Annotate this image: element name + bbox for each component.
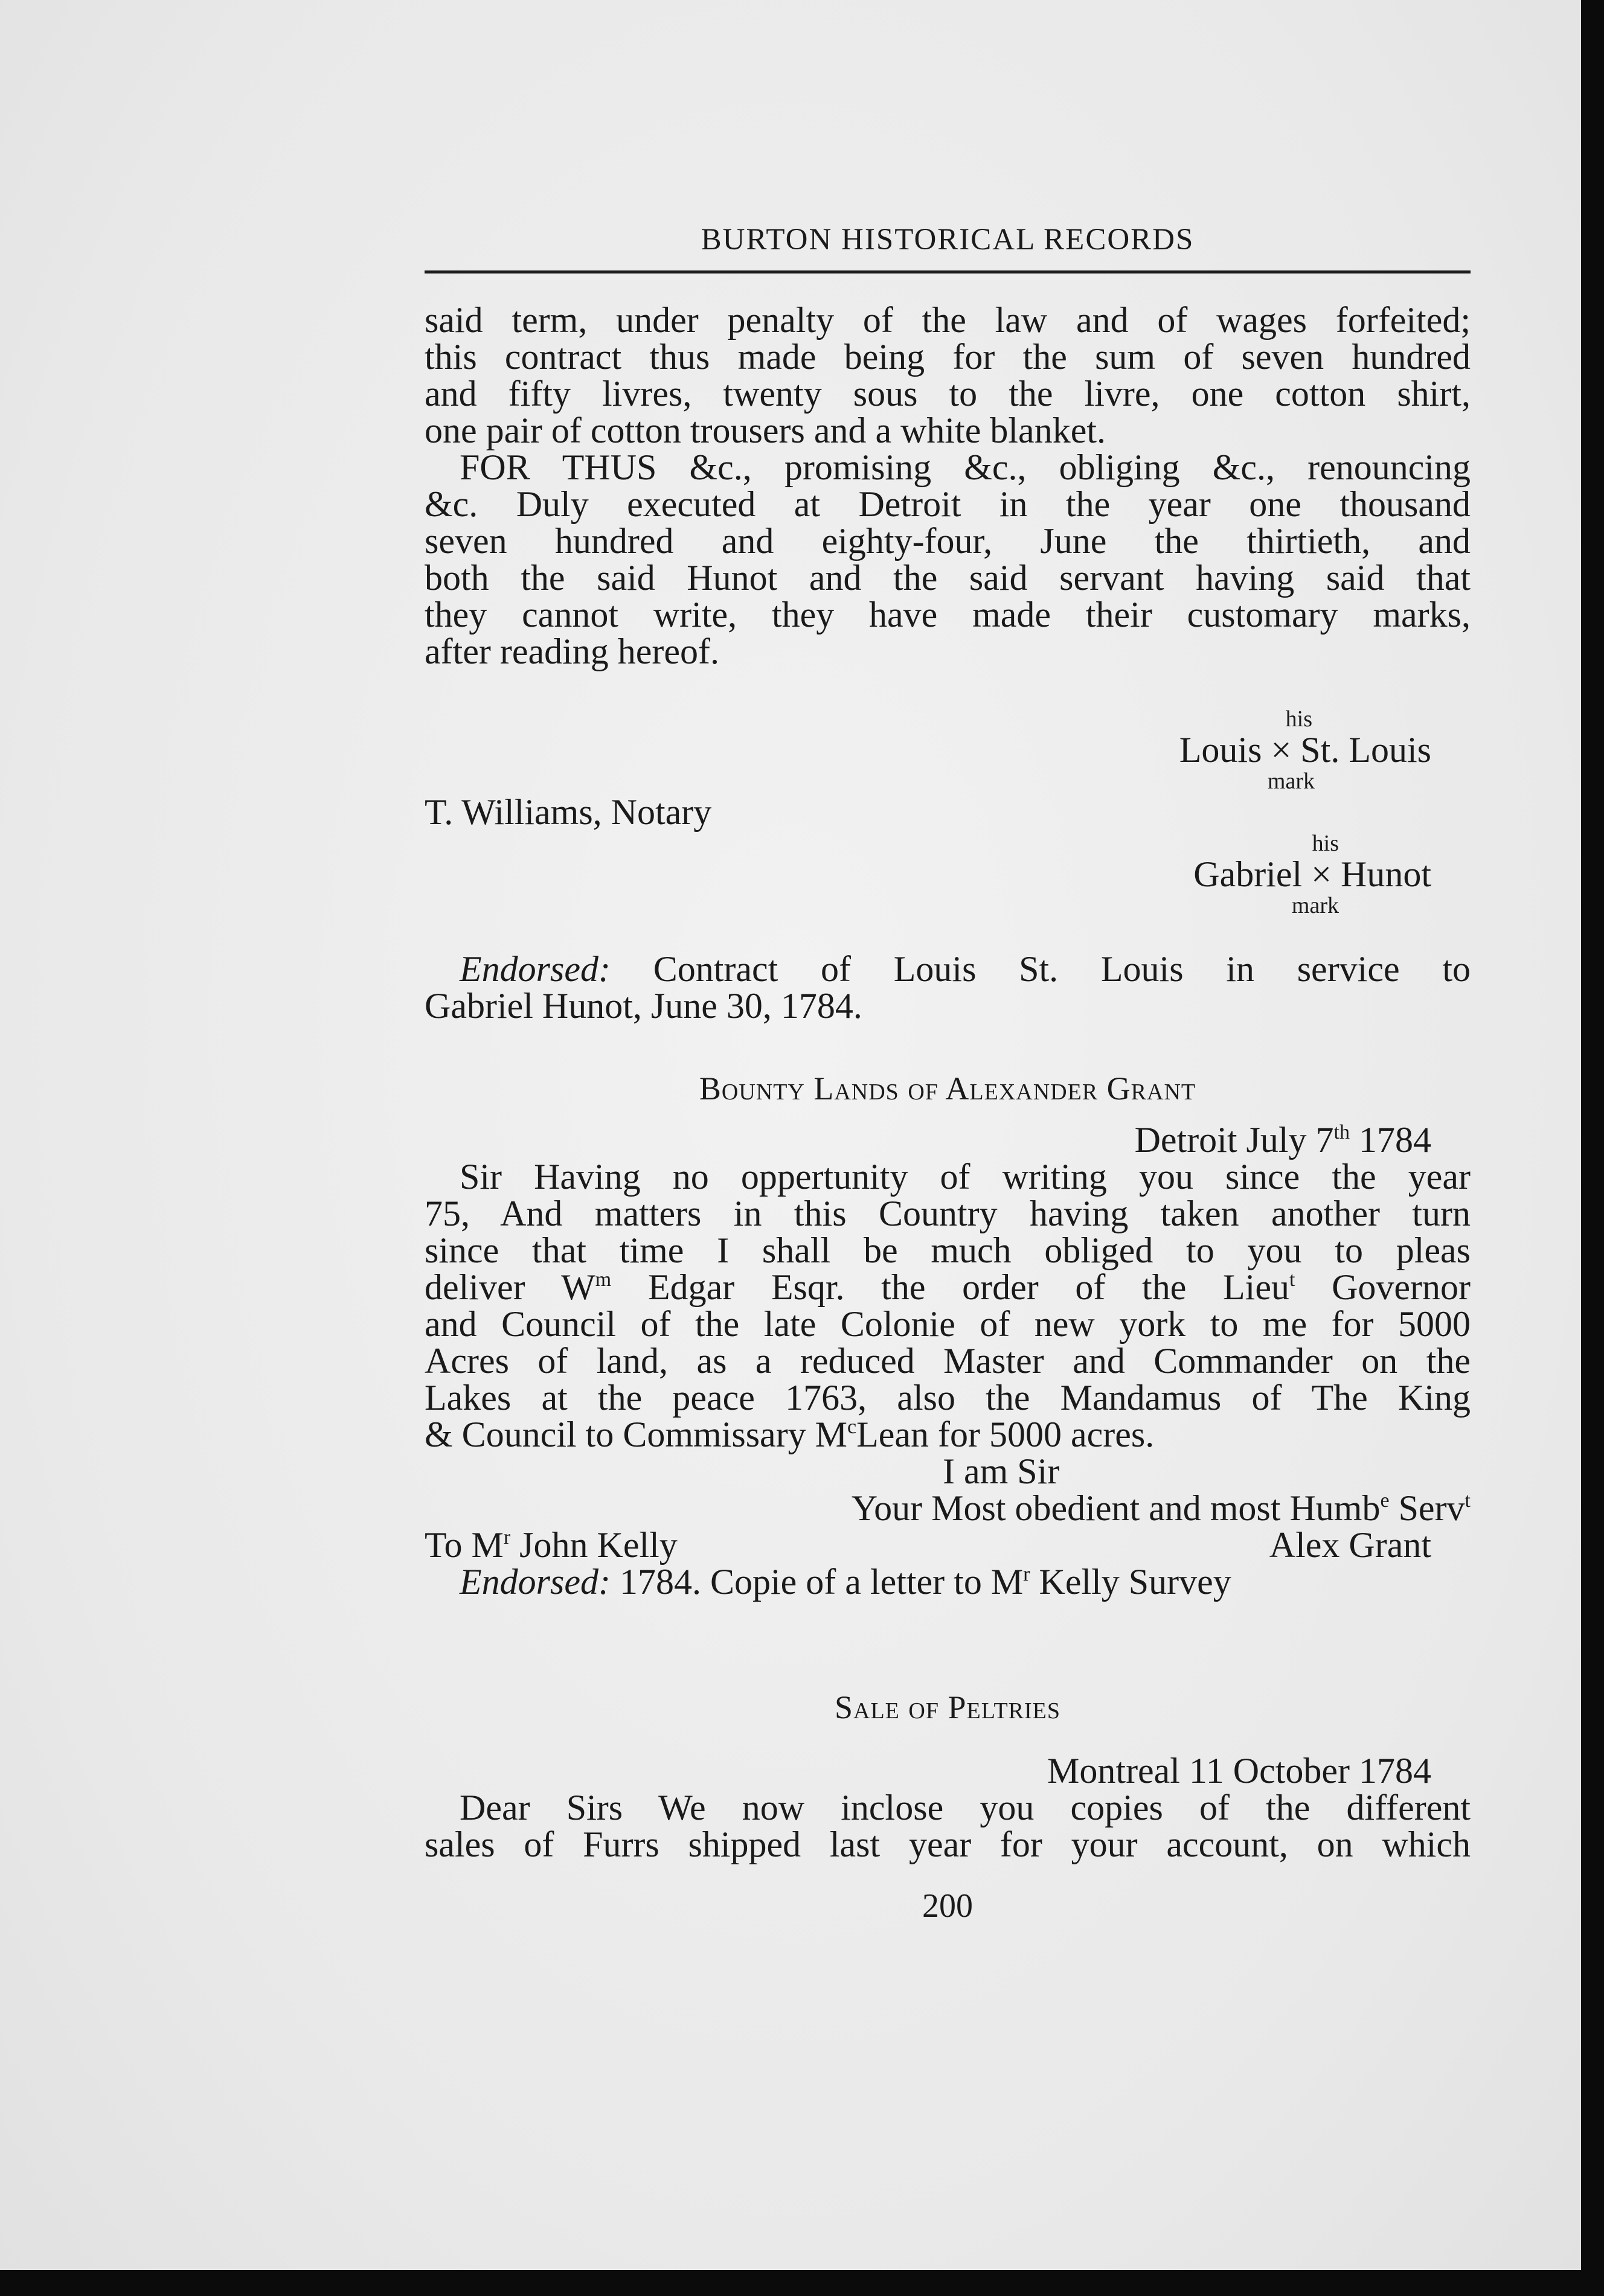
letter-date: Montreal 11 October 1784 (1047, 1751, 1431, 1791)
text-line: Gabriel Hunot, June 30, 1784. (425, 986, 862, 1026)
letter-date: Detroit July 7th 1784 (1134, 1120, 1431, 1160)
peltries-letter (425, 1753, 1471, 1863)
text-line: after reading hereof. (425, 632, 720, 671)
text-line: this contract thus made being for the sum of seven hundred (425, 337, 1471, 377)
text-line: and fifty livres, twenty sous to the livre, one cotton shirt, (425, 374, 1471, 414)
signature-gabriel: Gabriel × Hunot (1193, 854, 1431, 894)
notary-signature: T. Williams, Notary (425, 792, 712, 832)
running-header: BURTON HISTORICAL RECORDS (701, 223, 1195, 257)
section-title: Sale of Peltries (835, 1689, 1060, 1725)
section-title: Bounty Lands of Alexander Grant (699, 1070, 1196, 1107)
recipient: To $M^r$ John Kelly (425, 1525, 678, 1565)
text-line: said term, under penalty of the law and of wages forfeited; (425, 300, 1471, 340)
text-line: one pair of cotton trousers and a white blanket. (425, 411, 1106, 450)
text-line: sales of Furrs shipped last year for your account, on which (425, 1824, 1471, 1864)
contract-paragraph (425, 302, 1471, 670)
letter-address-line (425, 1527, 1471, 1564)
bounty-lands-section (425, 1070, 1471, 1107)
signature-louis: Louis × St. Louis (1179, 730, 1431, 770)
text-line: since that time I shall be much obliged to you to pleas (425, 1230, 1471, 1270)
endorsed-label: Endorsed: (460, 949, 611, 989)
text-line: Acres of land, as a reduced Master and Commander on the (425, 1341, 1471, 1381)
text-line: both the said Hunot and the said servant having said that (425, 558, 1471, 598)
signature-block (425, 706, 1471, 918)
bounty-letter (425, 1122, 1471, 1600)
text-line: Sir Having no oppertunity of writing you since the year (460, 1157, 1471, 1197)
header-rule (425, 270, 1471, 273)
text-line: deliver $W^m$ Edgar Esqr. the order of the Lieu$^t$ Governor (425, 1267, 1471, 1307)
text-line: & Council to Commissary $M^cLean$ for 5000 acres. (425, 1415, 1155, 1454)
text-line: they cannot write, they have made their customary marks, (425, 595, 1471, 635)
text-line: seven hundred and eighty-four, June the thirtieth, and (425, 521, 1471, 561)
peltries-section (425, 1689, 1471, 1726)
text-line: Lakes at the peace 1763, also the Mandamus of The King (425, 1378, 1471, 1418)
text-line: 75, And matters in this Country having taken another turn (425, 1194, 1471, 1233)
text-line: FOR THUS &c., promising &c., obliging &c., renouncing (460, 447, 1471, 487)
letter-closing: I am Sir (943, 1451, 1060, 1491)
text-line: and Council of the late Colonie of new york to me for 5000 (425, 1304, 1471, 1344)
letter-valediction: Your Most obedient and most Humb$^e$ Serv$^t$ (851, 1488, 1471, 1528)
endorsement-contract (425, 951, 1471, 1025)
his-label: his (1285, 706, 1312, 732)
mark-label: mark (1291, 893, 1339, 918)
text-line: Endorsed: Contract of Louis St. Louis in service to (460, 949, 1471, 989)
page-number: 200 (922, 1887, 973, 1925)
signer: Alex Grant (1269, 1525, 1431, 1565)
endorsement-letter: Endorsed: 1784. Copie of a letter to $M^r$ Kelly Survey (460, 1562, 1231, 1602)
text-line: &c. Duly executed at Detroit in the year one thousand (425, 484, 1471, 524)
mark-label: mark (1267, 769, 1315, 794)
his-label: his (1312, 831, 1339, 856)
text-line: Dear Sirs We now inclose you copies of the different (460, 1788, 1471, 1828)
